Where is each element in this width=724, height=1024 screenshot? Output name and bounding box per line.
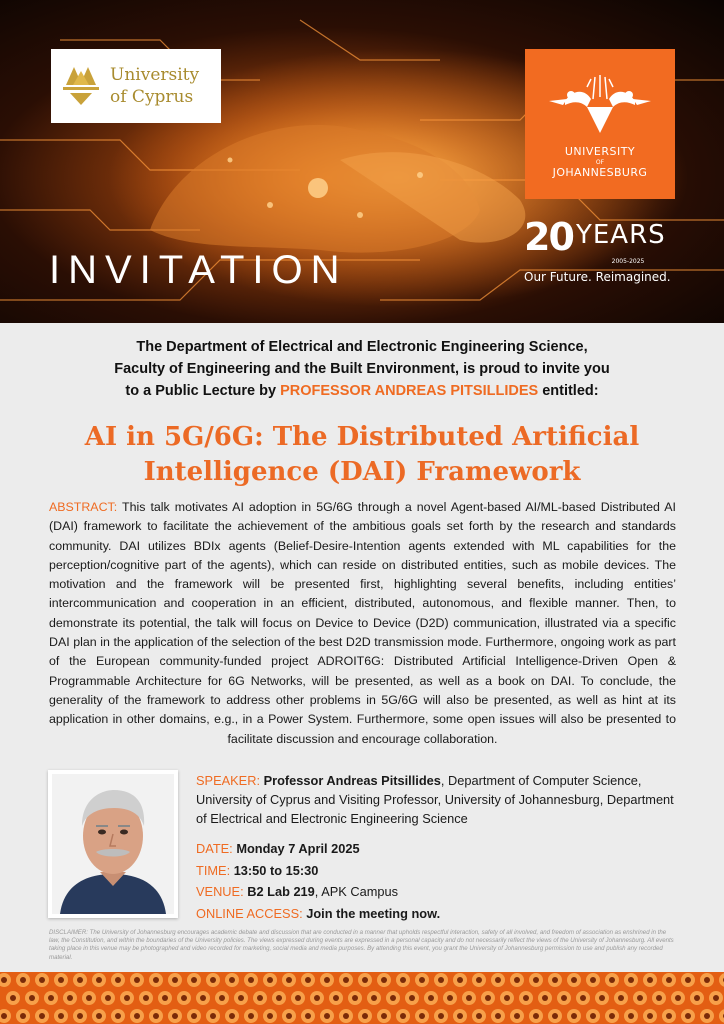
pattern-dot-center xyxy=(428,995,434,1001)
event-details xyxy=(196,838,686,924)
pattern-dot-center xyxy=(713,995,719,1001)
pattern-dot-center xyxy=(400,977,406,983)
pattern-dot-center xyxy=(143,995,149,1001)
venue-value: B2 Lab 219 xyxy=(247,884,315,899)
pattern-dot-center xyxy=(371,995,377,1001)
pattern-dot-center xyxy=(533,1013,539,1019)
pattern-dot-center xyxy=(580,995,586,1001)
lecture-title-line2: Intelligence (DAI) Framework xyxy=(143,457,581,487)
pattern-dot-center xyxy=(647,1013,653,1019)
university-of-johannesburg-logo xyxy=(525,49,675,199)
time-label: TIME: xyxy=(196,862,231,878)
abstract xyxy=(49,498,676,749)
intro-line3-pre: to a Public Lecture by xyxy=(125,383,277,399)
pattern-dot-center xyxy=(39,1013,45,1019)
speaker-portrait-image xyxy=(52,774,174,914)
pattern-dot-center xyxy=(466,995,472,1001)
pattern-dot-center xyxy=(162,995,168,1001)
pattern-dot-center xyxy=(381,977,387,983)
pattern-dot-center xyxy=(10,995,16,1001)
pattern-dot-center xyxy=(305,977,311,983)
online-join-link[interactable]: Join the meeting now. xyxy=(306,905,441,921)
pattern-dot-center xyxy=(172,1013,178,1019)
pattern-dot-center xyxy=(219,995,225,1001)
pattern-dot-center xyxy=(1,1013,7,1019)
pattern-dot-center xyxy=(419,1013,425,1019)
pattern-dot-center xyxy=(514,977,520,983)
pattern-dot-center xyxy=(685,977,691,983)
decorative-pattern-strip xyxy=(0,972,724,1024)
venue-label: VENUE: xyxy=(196,884,244,899)
pattern-dot-center xyxy=(362,1013,368,1019)
pattern-dot-center xyxy=(86,995,92,1001)
pattern-dot-center xyxy=(704,977,710,983)
pattern-dot-center xyxy=(590,977,596,983)
pattern-dot-center xyxy=(305,1013,311,1019)
pattern-dot-center xyxy=(438,1013,444,1019)
pattern-dot-center xyxy=(1,977,7,983)
pattern-dot-center xyxy=(67,995,73,1001)
pattern-dot-center xyxy=(571,1013,577,1019)
pattern-dot-center xyxy=(115,977,121,983)
pattern-dot-center xyxy=(257,995,263,1001)
pattern-dot-center xyxy=(324,1013,330,1019)
intro-line3 xyxy=(30,380,694,402)
pattern-dot-center xyxy=(200,995,206,1001)
uj-logo-line3: JOHANNESBURG xyxy=(552,166,648,179)
pattern-dot-center xyxy=(523,995,529,1001)
anniversary-tagline: Our Future. Reimagined. xyxy=(524,270,671,284)
pattern-dot-center xyxy=(362,977,368,983)
uc-logo-line2: of Cyprus xyxy=(110,87,194,107)
pattern-dot-center xyxy=(295,995,301,1001)
pattern-dot-center xyxy=(276,995,282,1001)
pattern-dot-center xyxy=(77,977,83,983)
pattern-dot-center xyxy=(172,977,178,983)
pattern-dot-center xyxy=(694,995,700,1001)
intro-text xyxy=(30,336,694,402)
pattern-dot-center xyxy=(438,977,444,983)
pattern-dot-center xyxy=(153,1013,159,1019)
venue-row xyxy=(196,881,686,903)
pattern-dot-center xyxy=(476,977,482,983)
pattern-dot-center xyxy=(324,977,330,983)
pattern-dot-center xyxy=(533,977,539,983)
abstract-text: This talk motivates AI adoption in 5G/6G through a novel Agent-based AI/ML-based Distributed AI (DAI) framework to facilitate the achievement of the ambitious goals set forth by the research and standards community. DAI utilizes BDIx agents (Belief-Desire-Intention agents extended with ML capabilities for the perception/cognitive part of the agents), which can reside on distributed entities, such as mobile devices. The motivation and the framework will be presented first, highlighting several benefits, including entities’ intercommunication and cooperation in an efficient, distributed, autonomous, and flexible manner. Then, to demonstrate its potential, the talk will focus on Device to Device (D2D) communication, illustrated via a specific DAI plan in the application of the selection of the best D2D transmission mode. Furthermore, ongoing work as part of the European community-funded project ADROIT6G: Distributed Artificial Intelligence-Driven Open & Programmable Architecture for 6G Networks, will be presented, as well as a book on DAI. To conclude, the generality of the framework to address other problems in 5G/6G will also be presented, as well as hint at its application in other domains, e.g., in a Power System. Furthermore, some open issues will also be presented to facilitate discussion and encourage collaboration. xyxy=(49,500,676,746)
pattern-dot-center xyxy=(286,977,292,983)
pattern-dot-center xyxy=(210,977,216,983)
anniversary-range: 2005-2025 xyxy=(611,258,645,265)
intro-speaker-name: PROFESSOR ANDREAS PITSILLIDES xyxy=(280,383,539,399)
pattern-dot-center xyxy=(419,977,425,983)
uc-emblem-icon xyxy=(60,63,102,109)
pattern-dot-center xyxy=(647,977,653,983)
pattern-dot-center xyxy=(571,977,577,983)
pattern-dot-center xyxy=(514,1013,520,1019)
pattern-dot-center xyxy=(552,977,558,983)
pattern-dot-center xyxy=(343,977,349,983)
intro-line1: The Department of Electrical and Electronic Engineering Science, xyxy=(136,339,588,355)
date-label: DATE: xyxy=(196,841,233,856)
time-value: 13:50 to 15:30 xyxy=(233,862,319,878)
pattern-dot-center xyxy=(704,1013,710,1019)
pattern-dot-center xyxy=(352,995,358,1001)
pattern-dot-center xyxy=(485,995,491,1001)
pattern-dot-center xyxy=(618,995,624,1001)
pattern-dot-center xyxy=(495,1013,501,1019)
pattern-dot-center xyxy=(628,1013,634,1019)
pattern-dot-center xyxy=(267,977,273,983)
pattern-dot-center xyxy=(628,977,634,983)
pattern-dot-center xyxy=(685,1013,691,1019)
speaker-name: Professor Andreas Pitsillides xyxy=(263,773,441,788)
pattern-dot-center xyxy=(561,995,567,1001)
pattern-dot-center xyxy=(675,995,681,1001)
pattern-dot-center xyxy=(153,977,159,983)
speaker-affiliation: , Department of Computer Science, University of Cyprus and Visiting Professor, University of Johannesburg, Department of Electrical and Electronic Engineering Science xyxy=(196,773,674,826)
pattern-dot-center xyxy=(552,1013,558,1019)
pattern-dot-center xyxy=(476,1013,482,1019)
time-row xyxy=(196,860,686,882)
pattern-dot-center xyxy=(599,995,605,1001)
pattern-dot-center xyxy=(58,977,64,983)
pattern-dot-center xyxy=(637,995,643,1001)
pattern-dot-center xyxy=(666,1013,672,1019)
intro-line2: Faculty of Engineering and the Built Environment, is proud to invite you xyxy=(114,361,610,377)
lecture-title-line1: AI in 5G/6G: The Distributed Artificial xyxy=(84,422,640,452)
pattern-dot-center xyxy=(457,977,463,983)
pattern-dot-center xyxy=(609,977,615,983)
pattern-dot-center xyxy=(105,995,111,1001)
pattern-dot-center xyxy=(96,977,102,983)
pattern-dot-center xyxy=(191,1013,197,1019)
intro-line3-post: entitled: xyxy=(542,383,599,399)
pattern-dot-center xyxy=(191,977,197,983)
pattern-dot-center xyxy=(229,977,235,983)
pattern-dot-center xyxy=(248,977,254,983)
date-value: Monday 7 April 2025 xyxy=(236,841,360,856)
pattern-dot-center xyxy=(381,1013,387,1019)
speaker-label: SPEAKER: xyxy=(196,773,261,788)
pattern-dot-center xyxy=(181,995,187,1001)
uj-logo-line1: UNIVERSITY xyxy=(564,145,636,158)
pattern-dot-center xyxy=(229,1013,235,1019)
online-row xyxy=(196,903,686,925)
sunburst-pattern xyxy=(0,972,724,1024)
pattern-dot-center xyxy=(96,1013,102,1019)
pattern-dot-center xyxy=(656,995,662,1001)
pattern-dot-center xyxy=(400,1013,406,1019)
pattern-dot-center xyxy=(390,995,396,1001)
disclaimer: DISCLAIMER: The University of Johannesburg encourages academic debate and discussion that are conducted in a manner that upholds respectful interaction, safety of all involved, and freedom of association as enshrined in the law, the Constitution, and within the boundaries of the University policies. The views expressed during events are expressed in a personal capacity and do not necessarily reflect the views of the University of Johannesburg. All events taking place in this venue may be photographed and video recorded for marketing, social media and media purposes. By attending this event, you grant the University of Johannesburg permission to use and publish any recorded material. xyxy=(49,929,674,961)
pattern-dot-center xyxy=(609,1013,615,1019)
pattern-dot-center xyxy=(314,995,320,1001)
hero-banner xyxy=(0,0,724,323)
anniversary-number: 20 xyxy=(524,215,573,259)
anniversary-word: YEARS xyxy=(576,220,666,250)
pattern-dot-center xyxy=(447,995,453,1001)
date-row xyxy=(196,838,686,860)
invitation-heading: INVITATION xyxy=(49,248,348,292)
speaker-info xyxy=(196,771,686,828)
pattern-dot-center xyxy=(58,1013,64,1019)
pattern-dot-center xyxy=(343,1013,349,1019)
uj-crest-icon xyxy=(525,49,675,144)
uj-logo-line2: OF xyxy=(595,159,605,166)
pattern-dot-center xyxy=(666,977,672,983)
pattern-dot-center xyxy=(77,1013,83,1019)
pattern-dot-center xyxy=(48,995,54,1001)
pattern-dot-center xyxy=(457,1013,463,1019)
pattern-dot-center xyxy=(124,995,130,1001)
pattern-dot-center xyxy=(134,1013,140,1019)
university-of-cyprus-logo xyxy=(51,49,221,123)
speaker-photo xyxy=(48,770,178,918)
pattern-dot-center xyxy=(134,977,140,983)
pattern-dot-center xyxy=(409,995,415,1001)
online-label: ONLINE ACCESS: xyxy=(196,905,303,921)
pattern-dot-center xyxy=(29,995,35,1001)
pattern-dot-center xyxy=(210,1013,216,1019)
pattern-dot-center xyxy=(286,1013,292,1019)
pattern-dot-center xyxy=(542,995,548,1001)
pattern-dot-center xyxy=(267,1013,273,1019)
pattern-dot-center xyxy=(590,1013,596,1019)
pattern-dot-center xyxy=(504,995,510,1001)
lecture-title xyxy=(30,420,694,490)
pattern-dot-center xyxy=(495,977,501,983)
pattern-dot-center xyxy=(248,1013,254,1019)
pattern-dot-center xyxy=(20,1013,26,1019)
pattern-dot-center xyxy=(333,995,339,1001)
venue-rest: , APK Campus xyxy=(314,884,399,899)
uc-logo-line1: University xyxy=(110,65,200,85)
pattern-dot-center xyxy=(39,977,45,983)
pattern-dot-center xyxy=(115,1013,121,1019)
pattern-dot-center xyxy=(238,995,244,1001)
anniversary-badge xyxy=(524,215,671,284)
pattern-dot-center xyxy=(20,977,26,983)
abstract-label: ABSTRACT: xyxy=(49,500,118,514)
